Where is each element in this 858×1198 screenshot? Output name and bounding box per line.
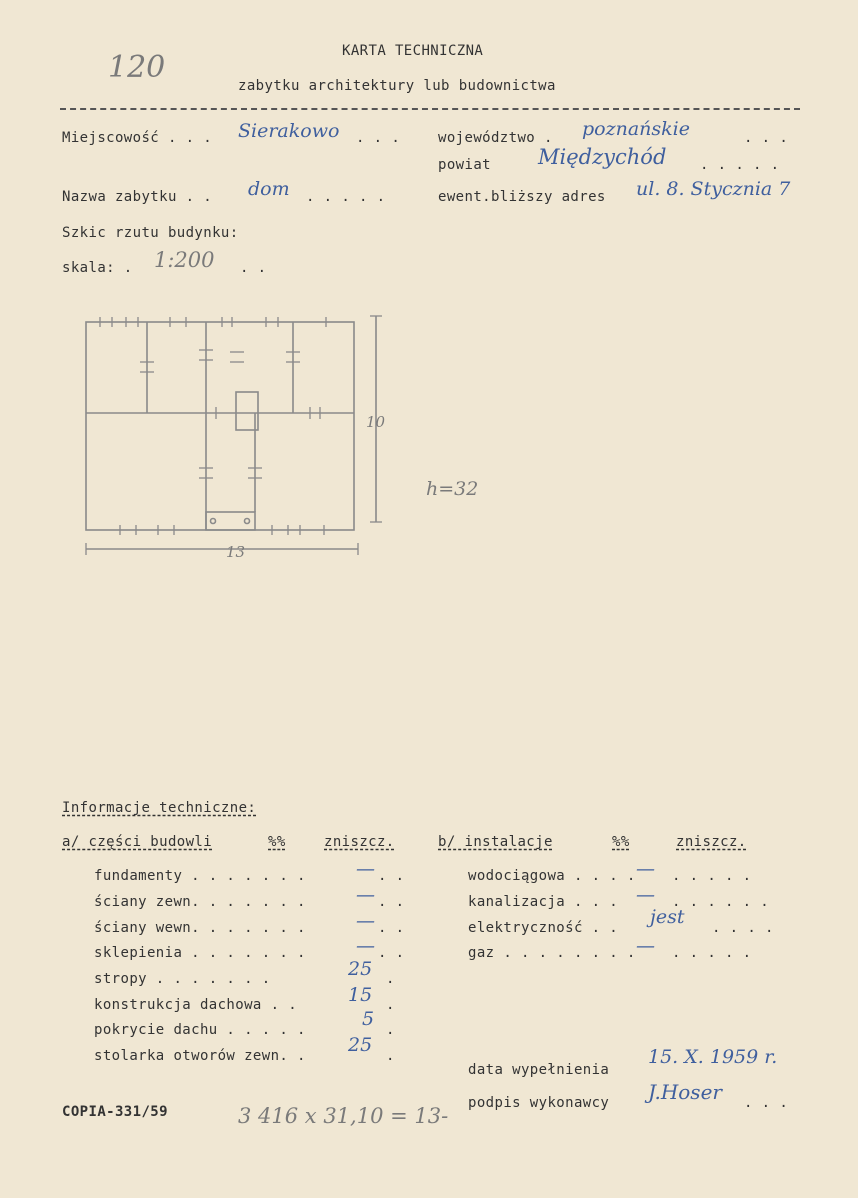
b-item-trail: . . . . . [672,868,752,884]
b-item-label: gaz . . . . . . . . [468,945,636,961]
page-number: 120 [108,50,166,85]
a-item-label: ściany wewn. . . . . . . [94,920,306,936]
plan-height-dimension: 10 [366,413,386,431]
signature-label: podpis wykonawcy [468,1095,610,1111]
section-a-zniszcz: zniszcz. [324,834,395,850]
a-item-label: konstrukcja dachowa . . [94,997,298,1013]
miejscowosc-value: Sierakowo [238,120,340,142]
signature-value: J.Hoser [648,1080,722,1104]
date-value: 15. X. 1959 r. [648,1046,778,1068]
a-item-trail: . [386,1022,395,1038]
a-item-trail: . . [378,868,405,884]
a-item-label: sklepienia . . . . . . . [94,945,306,961]
nazwa-label: Nazwa zabytku . . [62,189,213,205]
scale-trail: . . [240,260,267,276]
adres-value: ul. 8. Stycznia 7 [636,178,791,200]
document-title: KARTA TECHNICZNA [342,43,484,59]
b-item-value: — [636,935,655,957]
a-item-label: stolarka otworów zewn. . [94,1048,306,1064]
document-subtitle: zabytku architektury lub budownictwa [238,78,556,94]
section-b-pct: %% [612,834,630,850]
a-item-value: — [356,858,375,880]
b-item-trail: . . . . [712,920,774,936]
plan-width-dimension: 13 [226,543,246,561]
a-item-trail: . . [378,920,405,936]
nazwa-trail: . . . . . [306,189,386,205]
copy-code: COPIA-331/59 [62,1104,168,1120]
technical-heading: Informacje techniczne: [62,800,257,816]
b-item-value: — [636,858,655,880]
wojewodztwo-trail: . . . [744,130,789,146]
b-item-trail: . . . . . [672,945,752,961]
b-item-label: elektryczność . . [468,920,619,936]
a-item-label: pokrycie dachu . . . . . [94,1022,306,1038]
a-item-value: 5 [362,1008,375,1030]
a-item-trail: . . [378,945,405,961]
scale-label: skala: . [62,260,133,276]
a-item-value: 15 [348,984,373,1006]
a-item-trail: . . [378,894,405,910]
a-item-label: stropy . . . . . . . [94,971,271,987]
section-b-zniszcz: zniszcz. [676,834,747,850]
b-item-value: — [636,884,655,906]
nazwa-value: dom [248,178,290,200]
a-item-value: 25 [348,1034,373,1056]
height-note: h=32 [426,478,479,500]
a-item-value: — [356,910,375,932]
wojewodztwo-value: poznańskie [582,118,690,140]
a-item-trail: . [386,997,395,1013]
a-item-trail: . [386,1048,395,1064]
powiat-label: powiat [438,157,491,173]
a-item-value: — [356,935,375,957]
b-item-label: kanalizacja . . . [468,894,619,910]
powiat-trail: . . . . . [700,157,780,173]
powiat-value: Międzychód [538,145,667,169]
miejscowosc-trail: . . . [356,130,401,146]
section-b-header: b/ instalacje [438,834,553,850]
a-item-label: ściany zewn. . . . . . . [94,894,306,910]
a-item-value: 25 [348,958,373,980]
b-item-trail: . . . . . . [672,894,770,910]
sketch-label: Szkic rzutu budynku: [62,225,239,241]
a-item-value: — [356,884,375,906]
b-item-value: jest [650,906,685,928]
section-a-header: a/ części budowli [62,834,213,850]
adres-label: ewent.bliższy adres [438,189,606,205]
a-item-label: fundamenty . . . . . . . [94,868,306,884]
b-item-label: wodociągowa . . . . [468,868,636,884]
a-item-trail: . [386,971,395,987]
date-label: data wypełnienia [468,1062,610,1078]
section-a-pct: %% [268,834,286,850]
signature-trail: . . . [744,1095,789,1111]
pencil-note: 3 416 x 31,10 = 13- [238,1104,449,1128]
wojewodztwo-label: województwo . [438,130,553,146]
miejscowosc-label: Miejscowość . . . [62,130,213,146]
scale-value: 1:200 [154,248,215,272]
